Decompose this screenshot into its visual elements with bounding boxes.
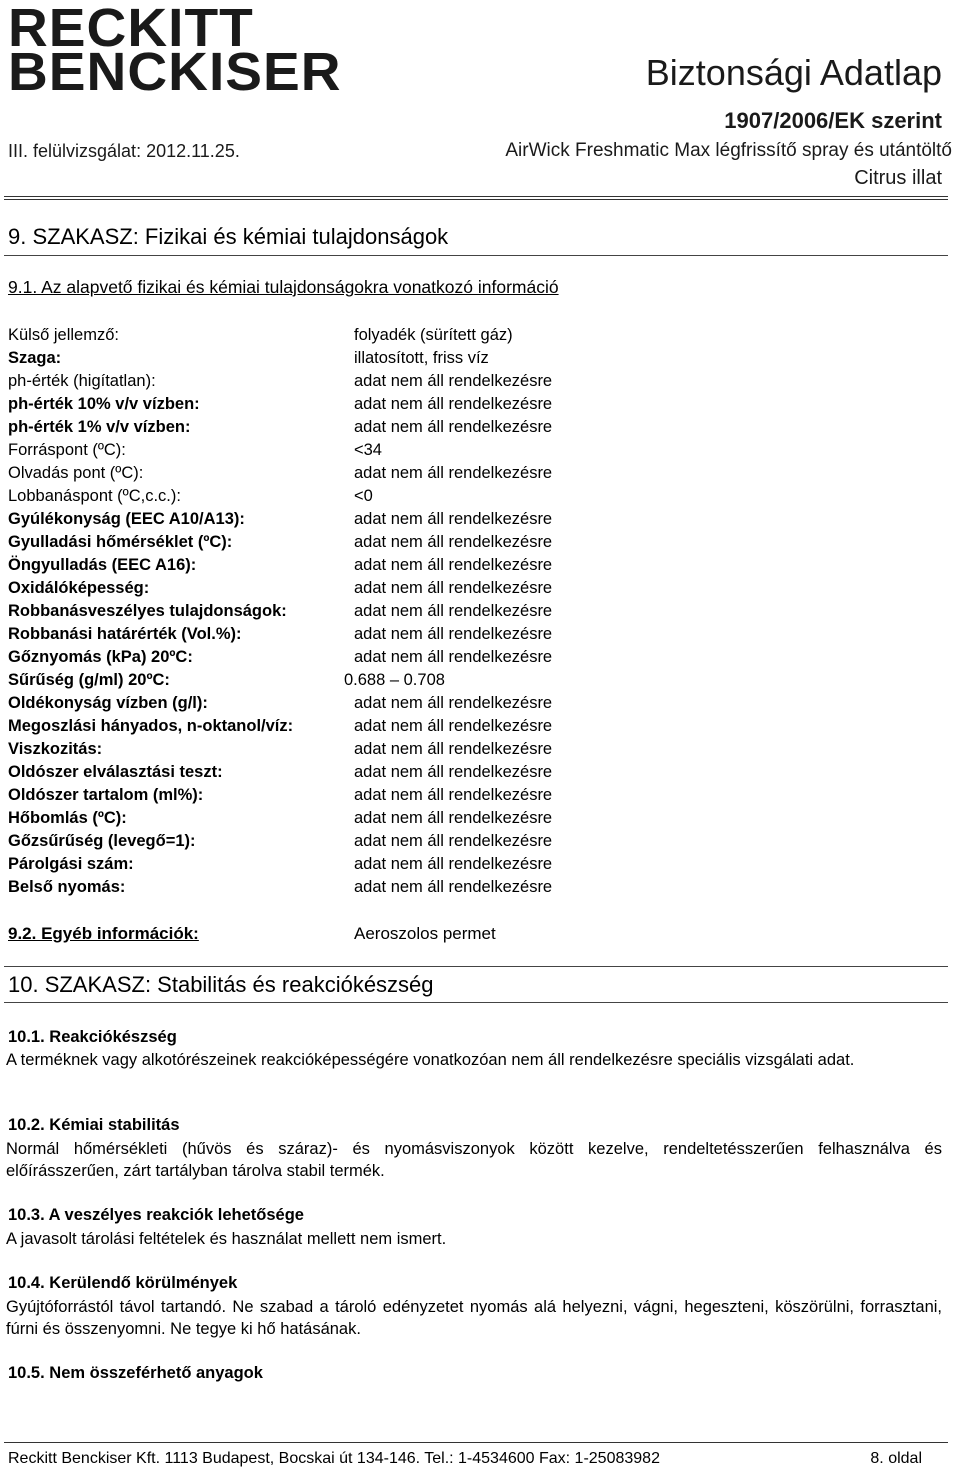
property-row — [8, 577, 948, 600]
property-value: adat nem áll rendelkezésre — [354, 717, 553, 735]
property-value: adat nem áll rendelkezésre — [354, 602, 553, 620]
regulation-reference: 1907/2006/EK szerint — [724, 108, 942, 133]
property-row — [8, 370, 948, 393]
property-label: Forráspont (ºC): — [8, 441, 126, 459]
property-row — [8, 623, 948, 646]
property-value: adat nem áll rendelkezésre — [354, 533, 553, 551]
property-label: Gyulladási hőmérséklet (ºC): — [8, 533, 233, 551]
subsection-10-2-title: 10.2. Kémiai stabilitás — [8, 1116, 180, 1134]
property-row — [8, 508, 948, 531]
section-10-heading: 10. SZAKASZ: Stabilitás és reakciókészség — [8, 972, 434, 997]
property-value: adat nem áll rendelkezésre — [354, 694, 553, 712]
property-value: adat nem áll rendelkezésre — [354, 855, 553, 873]
property-value: adat nem áll rendelkezésre — [354, 395, 553, 413]
properties-table — [8, 324, 948, 899]
subsection-9-1-heading: 9.1. Az alapvető fizikai és kémiai tulajdonságokra vonatkozó információ — [8, 277, 559, 297]
property-row — [8, 830, 948, 853]
property-value: adat nem áll rendelkezésre — [354, 832, 553, 850]
property-value: adat nem áll rendelkezésre — [354, 740, 553, 758]
property-row — [8, 439, 948, 462]
property-label: Viszkozitás: — [8, 740, 103, 758]
property-value: adat nem áll rendelkezésre — [354, 372, 553, 390]
property-row — [8, 393, 948, 416]
property-value: illatosított, friss víz — [354, 349, 489, 367]
header-divider-2 — [4, 199, 948, 200]
property-label: Belső nyomás: — [8, 878, 126, 896]
document-title: Biztonsági Adatlap — [645, 52, 942, 93]
other-info-value: Aeroszolos permet — [354, 924, 496, 943]
property-label: Oldószer tartalom (ml%): — [8, 786, 204, 804]
subsection-10-4-body: Gyújtóforrástól távol tartandó. Ne szabad a tároló edényzetet nyomás alá helyezni, vágni, hegeszteni, köszörülni, forrasztani, fúrni és összenyomni. Ne tegye ki hő hatásának. — [6, 1298, 942, 1338]
property-label: Megoszlási hányados, n-oktanol/víz: — [8, 717, 294, 735]
property-value: adat nem áll rendelkezésre — [354, 418, 553, 436]
property-row — [8, 462, 948, 485]
property-label: Robbanásveszélyes tulajdonságok: — [8, 602, 287, 620]
property-value: adat nem áll rendelkezésre — [354, 625, 553, 643]
property-row — [8, 761, 948, 784]
review-info: III. felülvizsgálat: 2012.11.25. — [8, 141, 240, 161]
property-value: adat nem áll rendelkezésre — [354, 809, 553, 827]
section-9-heading: 9. SZAKASZ: Fizikai és kémiai tulajdonságok — [8, 224, 449, 249]
property-label: Olvadás pont (ºC): — [8, 464, 144, 482]
section-10-rule — [4, 1002, 948, 1003]
subsection-10-4-title: 10.4. Kerülendő körülmények — [8, 1274, 238, 1292]
property-label: Lobbanáspont (ºC,c.c.): — [8, 487, 181, 505]
footer-page-number: 8. oldal — [870, 1450, 922, 1467]
property-value: adat nem áll rendelkezésre — [354, 510, 553, 528]
property-row — [8, 853, 948, 876]
property-row — [8, 807, 948, 830]
property-label: Oldószer elválasztási teszt: — [8, 763, 223, 781]
product-variant: Citrus illat — [854, 167, 942, 189]
subsection-10-3-title: 10.3. A veszélyes reakciók lehetősége — [8, 1206, 304, 1224]
property-row — [8, 784, 948, 807]
property-label: Sűrűség (g/ml) 20ºC: — [8, 671, 170, 689]
property-value: adat nem áll rendelkezésre — [354, 579, 553, 597]
product-name: AirWick Freshmatic Max légfrissítő spray és utántöltő — [505, 140, 952, 161]
property-label: Külső jellemző: — [8, 326, 119, 344]
footer-company-info: Reckitt Benckiser Kft. 1113 Budapest, Bocskai út 134-146. Tel.: 1-4534600 Fax: 1-25083982 — [8, 1450, 660, 1467]
logo-line-1: RECKITT — [8, 0, 254, 58]
property-row — [8, 738, 948, 761]
review-date: 2012.11.25. — [146, 141, 240, 161]
subsection-10-2-body: Normál hőmérsékleti (hűvös és száraz)- és nyomásviszonyok között kezelve, rendeltetésszerűen felhasználva és előírásszerűen, zárt tartályban tárolva stabil termék. — [6, 1140, 942, 1180]
company-logo — [8, 0, 342, 102]
property-label: Oxidálóképesség: — [8, 579, 150, 597]
review-label: III. felülvizsgálat — [8, 141, 137, 161]
property-label: Gyúlékonyság (EEC A10/A13): — [8, 510, 245, 528]
property-row — [8, 531, 948, 554]
property-row — [8, 692, 948, 715]
property-value: adat nem áll rendelkezésre — [354, 648, 553, 666]
property-row — [8, 876, 948, 899]
property-value: <0 — [354, 487, 373, 505]
logo-line-2: BENCKISER — [8, 42, 342, 102]
other-info-label: 9.2. Egyéb információk: — [8, 924, 199, 943]
subsection-10-1-body: A terméknek vagy alkotórészeinek reakcióképességére vonatkozóan nem áll rendelkezésre speciális vizsgálati adat. — [6, 1051, 855, 1069]
property-label: Robbanási határérték (Vol.%): — [8, 625, 242, 643]
property-row — [8, 646, 948, 669]
property-label: Öngyulladás (EEC A16): — [8, 556, 197, 574]
property-value: <34 — [354, 441, 382, 459]
property-row — [8, 416, 948, 439]
section-9-rule — [4, 255, 948, 256]
property-row — [8, 485, 948, 508]
property-value: adat nem áll rendelkezésre — [354, 763, 553, 781]
property-row — [8, 715, 948, 738]
section-10-rule-top — [4, 966, 948, 967]
property-label: Szaga: — [8, 349, 62, 367]
property-label: Párolgási szám: — [8, 855, 134, 873]
property-label: Oldékonyság vízben (g/l): — [8, 694, 208, 712]
property-row — [8, 554, 948, 577]
property-row — [8, 669, 948, 692]
property-label: Gőznyomás (kPa) 20ºC: — [8, 648, 193, 666]
subsection-10-1-title: 10.1. Reakciókészség — [8, 1028, 177, 1046]
property-value: adat nem áll rendelkezésre — [354, 464, 553, 482]
property-row — [8, 347, 948, 370]
property-value: adat nem áll rendelkezésre — [354, 556, 553, 574]
property-value: folyadék (sürített gáz) — [354, 326, 513, 344]
property-label: ph-érték 10% v/v vízben: — [8, 395, 200, 413]
property-label: ph-érték 1% v/v vízben: — [8, 418, 191, 436]
subsection-10-3-body: A javasolt tárolási feltételek és használat mellett nem ismert. — [6, 1230, 447, 1248]
property-label: Gőzsűrűség (levegő=1): — [8, 832, 196, 850]
property-value: 0.688 – 0.708 — [344, 671, 445, 689]
property-label: Hőbomlás (ºC): — [8, 809, 127, 827]
footer-divider — [4, 1442, 948, 1443]
property-value: adat nem áll rendelkezésre — [354, 878, 553, 896]
subsection-10-5-title: 10.5. Nem összeférhető anyagok — [8, 1364, 263, 1382]
property-value: adat nem áll rendelkezésre — [354, 786, 553, 804]
header-divider — [4, 196, 948, 197]
property-row — [8, 324, 948, 347]
property-label: ph-érték (higítatlan): — [8, 372, 156, 390]
property-row — [8, 600, 948, 623]
